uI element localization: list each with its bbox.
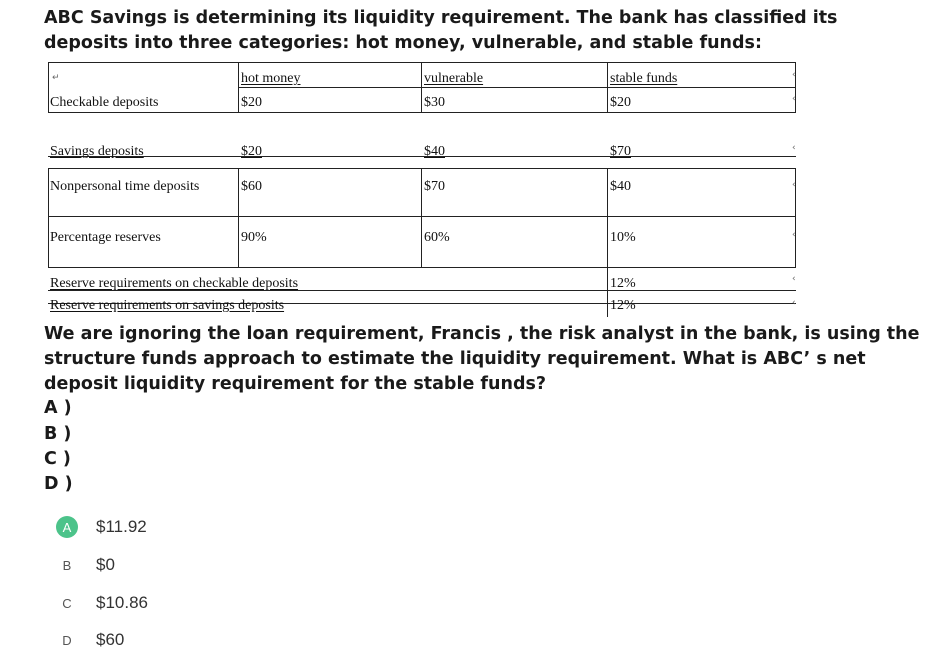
cell-marker-icon: ↵ [52,73,60,83]
req-value-savings: 12% [610,298,636,313]
percentage-vulnerable: 60% [424,230,450,245]
choice-c[interactable] [56,591,148,615]
question-text: We are ignoring the loan requirement, Francis , the risk analyst in the bank, is using the structure funds approach to estimate the liquidity requirement. What is ABC’ s net deposit liquidity requirement for the stable funds? [44,324,920,394]
savings-vulnerable: $40 [424,144,445,159]
choice-a-badge: A [56,516,78,538]
choice-a-text: $11.92 [96,517,147,536]
deposits-table [48,62,796,322]
req-label-checkable: Reserve requirements on checkable deposits [50,276,299,291]
header-hot-money: hot money [241,71,301,86]
savings-stable: $70 [610,144,631,159]
nonpersonal-vulnerable: $70 [424,179,445,194]
choice-d-text: $60 [96,630,125,649]
row-end-marker-icon: ‹ [792,230,796,240]
percentage-hot: 90% [241,230,267,245]
row-label-percentage: Percentage reserves [50,230,161,245]
checkable-stable: $20 [610,95,631,110]
savings-hot: $20 [241,144,262,159]
nonpersonal-stable: $40 [610,179,631,194]
req-label-savings: Reserve requirements on savings deposits [50,298,285,313]
row-end-marker-icon: ‹ [792,143,796,153]
option-letter-a: A ) [44,398,72,418]
row-end-marker-icon: ‹ [792,70,796,80]
checkable-hot: $20 [241,95,262,110]
option-letter-c: C ) [44,449,71,469]
option-letter-d: D ) [44,474,73,494]
row-label-checkable: Checkable deposits [50,95,159,110]
choice-a[interactable] [56,515,147,539]
choice-d-badge: D [62,632,72,648]
checkable-vulnerable: $30 [424,95,445,110]
option-letter-b: B ) [44,424,72,444]
row-label-savings: Savings deposits [50,144,144,159]
choice-c-badge: C [62,595,72,611]
req-value-checkable: 12% [610,276,636,291]
row-end-marker-icon: ‹ [792,180,796,190]
row-end-marker-icon: ‹ [792,298,796,308]
choice-b-text: $0 [96,555,115,574]
header-stable-funds: stable funds [610,71,678,86]
choice-b[interactable] [56,553,115,577]
row-end-marker-icon: ‹ [792,94,796,104]
row-label-nonpersonal: Nonpersonal time deposits [50,179,200,194]
percentage-stable: 10% [610,230,636,245]
row-end-marker-icon: ‹ [792,274,796,284]
choice-c-text: $10.86 [96,593,148,612]
header-vulnerable: vulnerable [424,71,484,86]
nonpersonal-hot: $60 [241,179,262,194]
question-intro: ABC Savings is determining its liquidity requirement. The bank has classified its deposits into three categories: hot money, vulnerable, and stable funds: [44,8,838,53]
choice-b-badge: B [62,557,72,573]
choice-d[interactable] [56,628,124,652]
